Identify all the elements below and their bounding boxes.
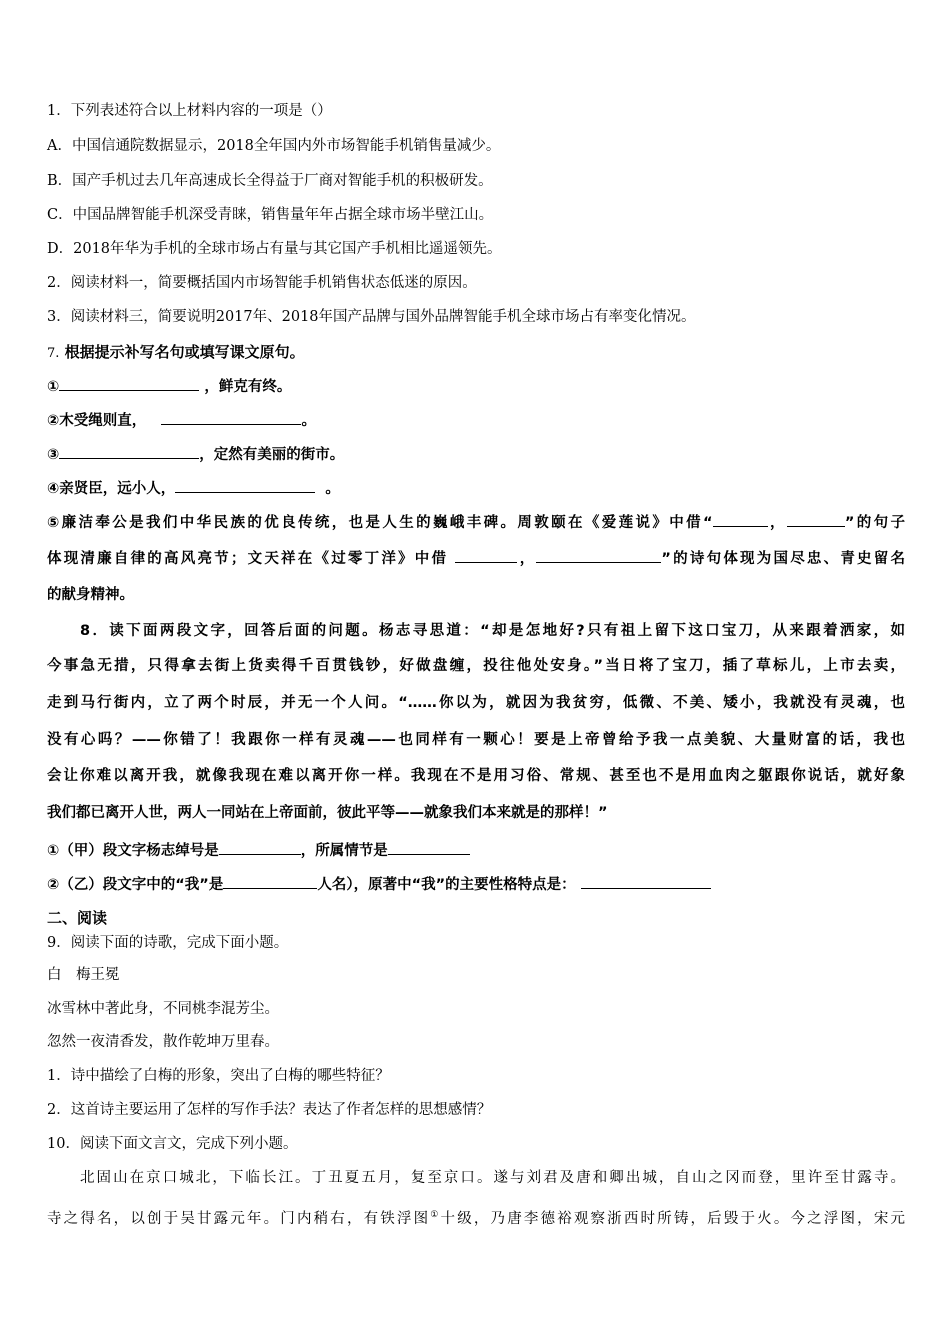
q8-sub-2 xyxy=(47,874,711,895)
item-number: ③ xyxy=(47,447,60,463)
q9-stem: 9．阅读下面的诗歌，完成下面小题。 xyxy=(47,935,289,951)
answer-blank[interactable] xyxy=(388,840,470,855)
q7-item-5-line-2 xyxy=(47,548,905,569)
answer-blank[interactable] xyxy=(161,410,301,425)
item-text: ②木受绳则直， xyxy=(47,413,147,429)
answer-blank[interactable] xyxy=(59,444,199,459)
item-text: ， xyxy=(767,515,787,531)
q3-stem: 3．阅读材料三，简要说明2017年、2018年国产品牌与国外品牌智能手机全球市场占有率变化情况。 xyxy=(47,309,696,325)
answer-blank[interactable] xyxy=(455,548,517,563)
passage-line: 今事急无措，只得拿去街上货卖得千百贯钱钞，好做盘缠，投往他处安身。”当日将了宝刀，插了草标儿，上市去卖， xyxy=(47,658,905,674)
item-text: 体现清廉自律的高风亮节；文天祥在《过零丁洋》中借 xyxy=(47,551,449,567)
q7-title-text: 根据提示补写名句或填写课文原句。 xyxy=(64,343,305,361)
q7-item-1 xyxy=(47,376,291,397)
poem-title: 白 梅王冕 xyxy=(47,967,120,983)
answer-blank[interactable] xyxy=(713,512,768,527)
item-text: ④亲贤臣，远小人， xyxy=(47,481,176,497)
q7-item-4 xyxy=(47,478,340,499)
answer-blank[interactable] xyxy=(59,376,199,391)
poem-line: 冰雪林中著此身，不同桃李混芳尘。 xyxy=(47,1001,279,1017)
item-text: 寺之得名，以创于吴甘露元年。门内稍右，有铁浮图 xyxy=(47,1210,431,1227)
q7-item-5-line-3: 的献身精神。 xyxy=(47,587,134,603)
answer-blank[interactable] xyxy=(175,478,315,493)
item-text: 。 xyxy=(301,413,316,429)
q9-sub-1: 1．诗中描绘了白梅的形象，突出了白梅的哪些特征？ xyxy=(47,1068,390,1084)
classical-passage-line xyxy=(47,1205,905,1229)
item-text: ⑤廉洁奉公是我们中华民族的优良传统，也是人生的巍峨丰碑。周敦颐在《爱莲说》中借“ xyxy=(47,515,713,531)
item-text: ，所属情节是 xyxy=(300,843,388,859)
passage-line: 我们都已离开人世，两人一同站在上帝面前，彼此平等——就象我们本来就是的那样！” xyxy=(47,805,608,821)
item-text: ”的诗句体现为国尽忠、青史留名 xyxy=(661,551,905,567)
answer-blank[interactable] xyxy=(787,512,845,527)
option-b: B．国产手机过去几年高速成长全得益于厂商对智能手机的积极研发。 xyxy=(47,173,493,189)
passage-line: 没有心吗？——你错了！我跟你一样有灵魂——也同样有一颗心！要是上帝曾给予我一点美貌、大量财富的话，我也 xyxy=(47,732,905,748)
item-text: 人名），原著中“我”的主要性格特点是： xyxy=(317,877,576,893)
q1-stem: 1．下列表述符合以上材料内容的一项是（） xyxy=(47,103,332,119)
q7-item-5-line-1 xyxy=(47,512,905,533)
q7-item-2 xyxy=(47,410,316,431)
item-text: 。 xyxy=(325,481,340,497)
answer-blank[interactable] xyxy=(219,840,301,855)
option-c: C．中国品牌智能手机深受青睐，销售量年年占据全球市场半壁江山。 xyxy=(47,207,494,223)
classical-passage-line: 北固山在京口城北，下临长江。丁丑夏五月，复至京口。遂与刘君及唐和卿出城，自山之冈而登，里许至甘露寺。 xyxy=(80,1170,905,1186)
passage-line: 会让你难以离开我，就像我现在难以离开你一样。我现在不是用习俗、常规、甚至也不是用血肉之躯跟你说话，就好象 xyxy=(47,768,905,784)
item-text: ，定然有美丽的街市。 xyxy=(199,447,345,463)
item-text: ①（甲）段文字杨志绰号是 xyxy=(47,843,219,859)
q7-title xyxy=(47,342,305,364)
item-text: ”的句子 xyxy=(844,515,906,531)
poem-line: 忽然一夜清香发，散作乾坤万里春。 xyxy=(47,1034,279,1050)
option-d: D．2018年华为手机的全球市场占有量与其它国产手机相比遥遥领先。 xyxy=(47,241,502,257)
q10-stem: 10．阅读下面文言文，完成下列小题。 xyxy=(47,1136,298,1152)
passage-line: 走到马行街内，立了两个时辰，并无一个人问。“……你以为，就因为我贫穷，低微、不美、矮小，我就没有灵魂，也 xyxy=(47,695,905,711)
q7-item-3 xyxy=(47,444,344,465)
section-heading: 二、阅读 xyxy=(47,909,108,927)
item-text: ， xyxy=(517,551,537,567)
item-text: ，鲜克有终。 xyxy=(204,379,292,395)
item-text: ②（乙）段文字中的“我”是 xyxy=(47,877,224,893)
passage-line: 8．读下面两段文字，回答后面的问题。杨志寻思道：“却是怎地好?只有祖上留下这口宝刀，从来跟着洒家，如 xyxy=(80,623,905,639)
answer-blank[interactable] xyxy=(536,548,661,563)
footnote-marker: ① xyxy=(430,1210,441,1220)
answer-blank[interactable] xyxy=(581,874,711,889)
item-text: 十级，乃唐李德裕观察浙西时所铸，后毁于火。今之浮图，宋元 xyxy=(440,1210,905,1227)
q7-number: 7. xyxy=(47,346,60,361)
item-number: ① xyxy=(47,379,60,395)
option-a: A．中国信通院数据显示，2018全年国内外市场智能手机销售量减少。 xyxy=(47,138,501,154)
q8-sub-1 xyxy=(47,840,470,861)
q2-stem: 2．阅读材料一，简要概括国内市场智能手机销售状态低迷的原因。 xyxy=(47,275,477,291)
answer-blank[interactable] xyxy=(223,874,317,889)
q9-sub-2: 2．这首诗主要运用了怎样的写作手法？表达了作者怎样的思想感情？ xyxy=(47,1102,492,1118)
